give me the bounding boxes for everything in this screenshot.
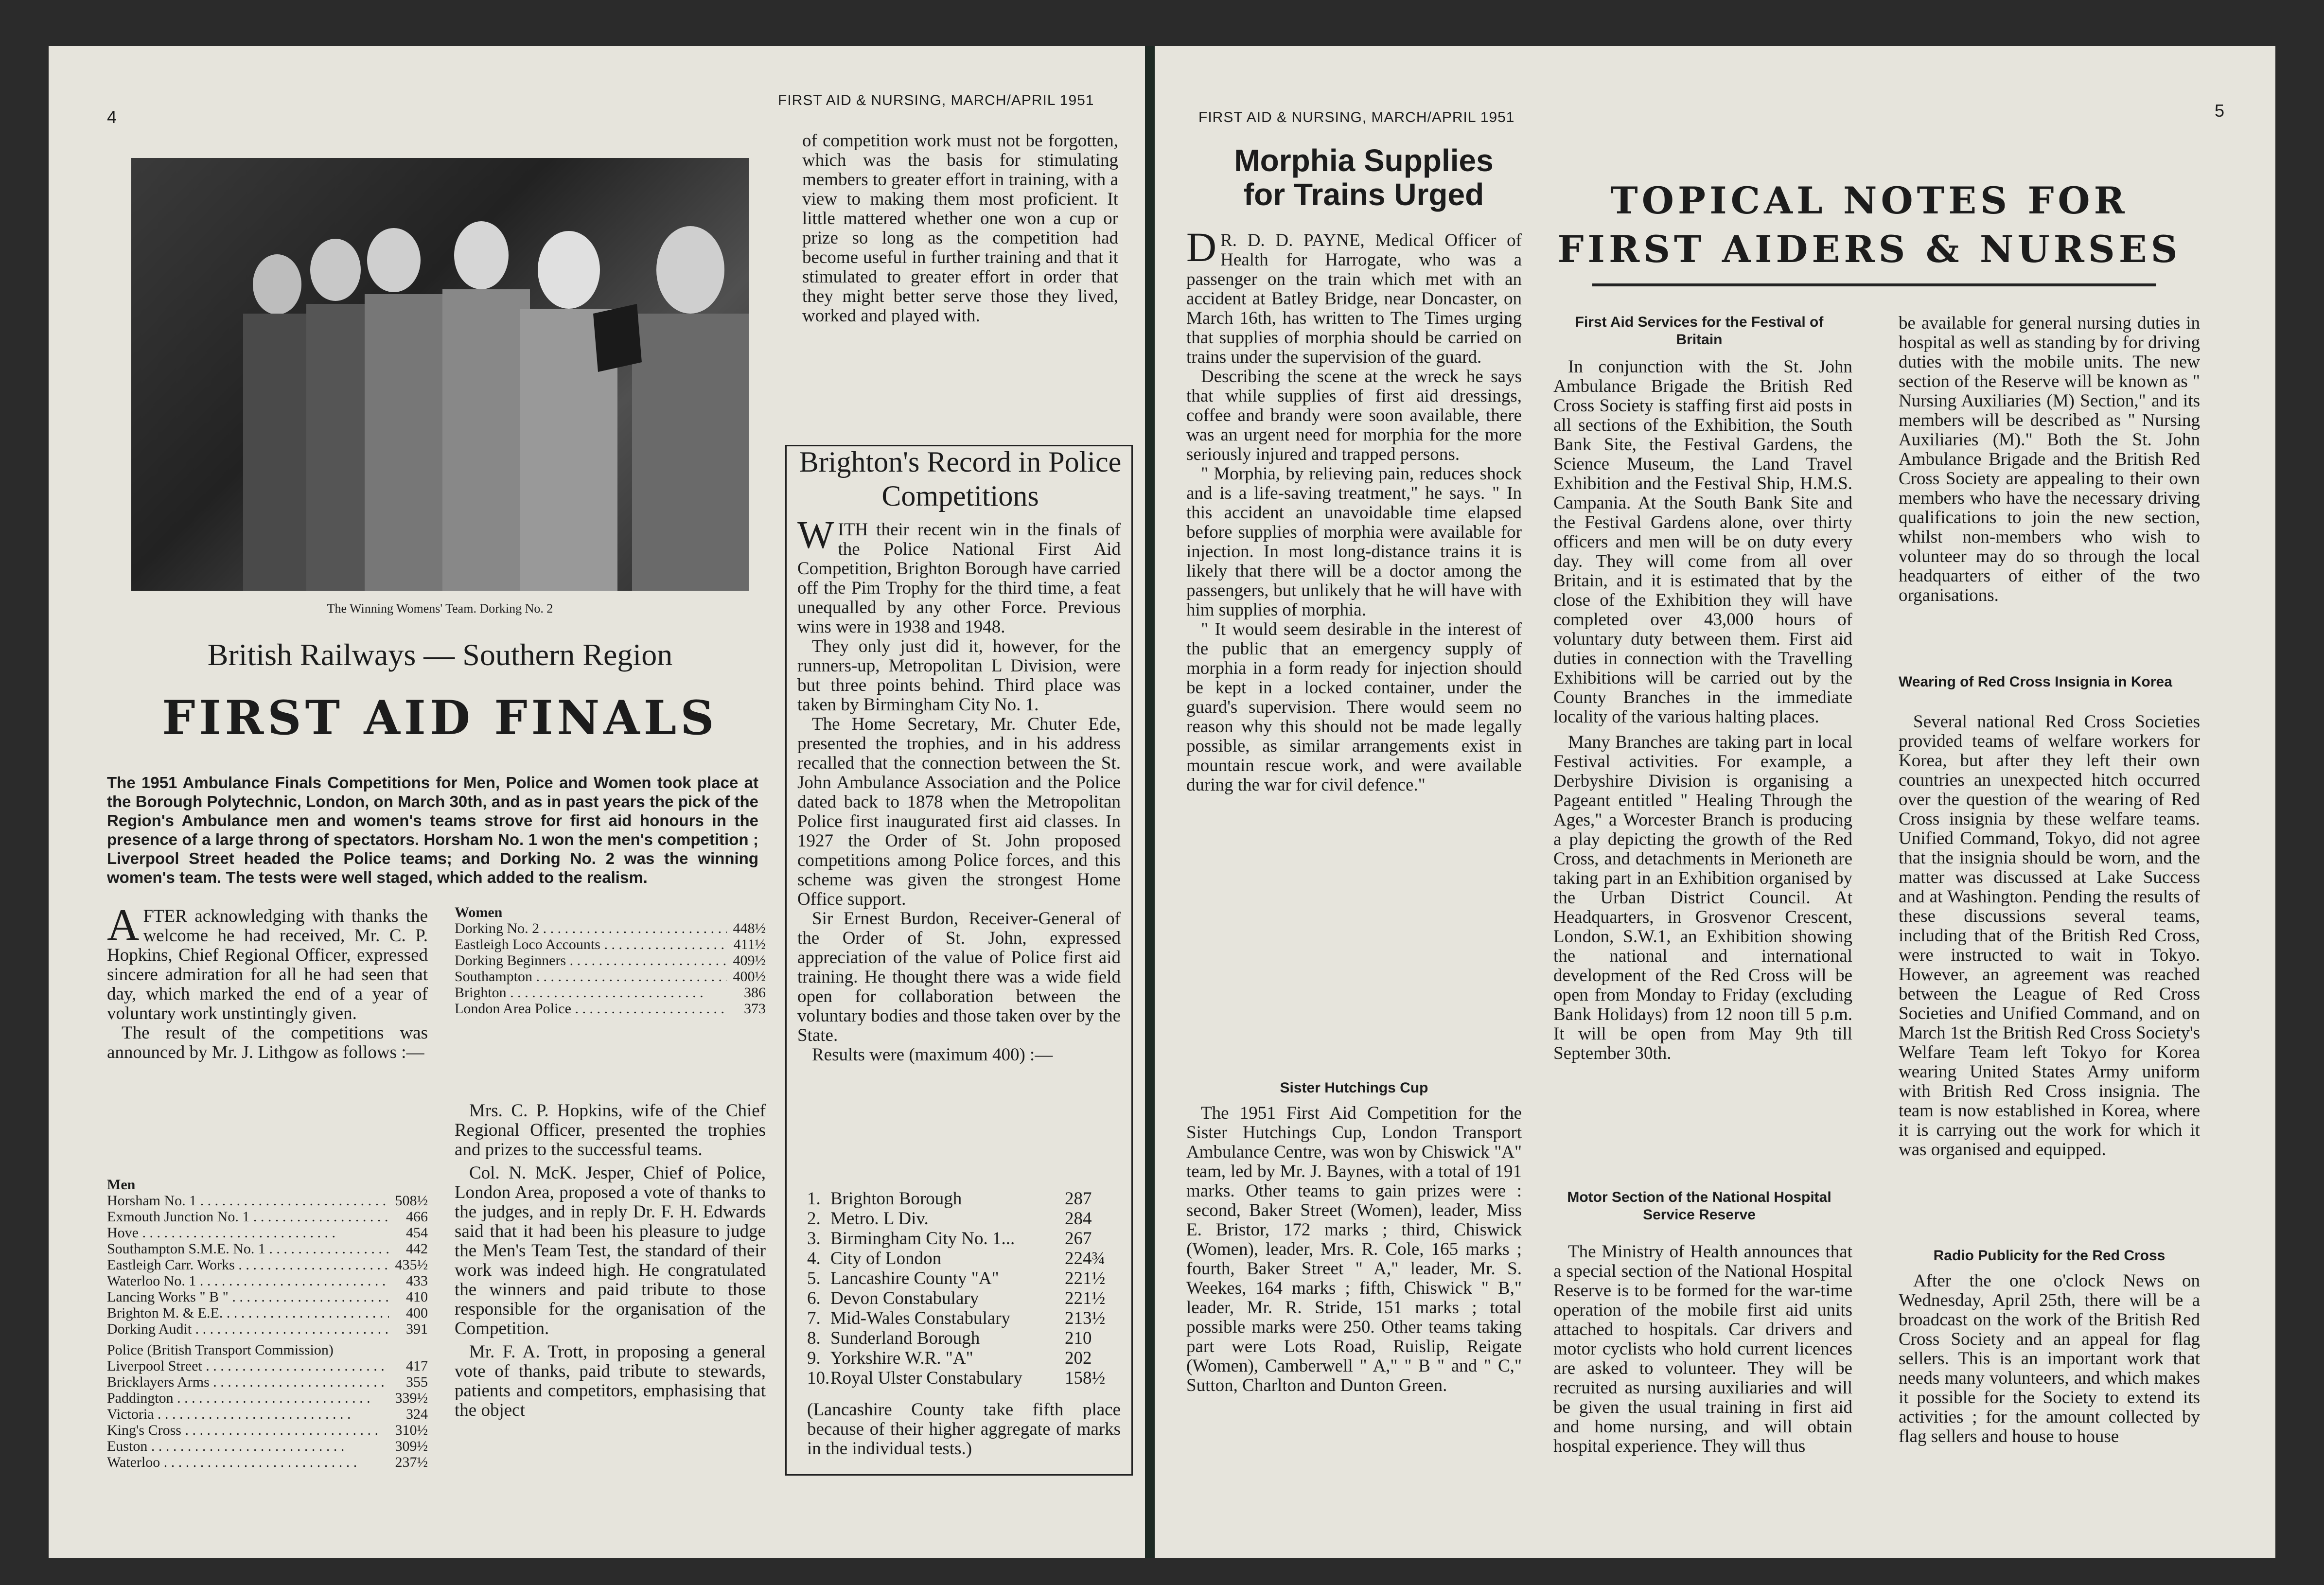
- table-row: Brighton . . . 386: [455, 985, 766, 1001]
- photo-illustration: [131, 158, 749, 591]
- brighton-paragraph-4: Sir Ernest Burdon, Receiver-General of the Order of St. John, expressed appreciation of the value of Police first aid training. He thought there was a wide field open for collaboration between the voluntary bodies and those taken over by the State.: [797, 909, 1121, 1045]
- morphia-title: Morphia Supplies for Trains Urged: [1234, 143, 1494, 212]
- morphia-paragraph-2: Describing the scene at the wreck he says that while supplies of first aid dressings, coffee and brandy were soon available, there was an urgent need for morphia for the more seriously injured and trapped persons.: [1186, 367, 1522, 464]
- col-3-article: [1899, 314, 2200, 605]
- left-page: [49, 46, 1145, 1558]
- sister-hutchings-heading: Sister Hutchings Cup: [1280, 1080, 1428, 1096]
- korea-heading: Wearing of Red Cross Insignia in Korea: [1899, 674, 2172, 690]
- table-row: Hove . . . 454: [107, 1225, 428, 1241]
- list-item: 1. Brighton Borough 287: [807, 1189, 1092, 1209]
- morphia-article: [1186, 224, 1522, 795]
- running-head: FIRST AID & NURSING, MARCH/APRIL 1951: [1198, 109, 1515, 125]
- radio-paragraph-1: After the one o'clock News on Wednesday, April 25th, there will be a broadcast on the work of the British Red Cross Society and an appeal for flag sellers. This is an important work that needs many volunteers, and which makes it possible for the Society to extend its activities ; for the amount collected by flag sellers and house to house: [1899, 1271, 2200, 1446]
- radio-article: [1899, 1271, 2200, 1446]
- motor-section-article: [1553, 1242, 1852, 1456]
- radio-heading: Radio Publicity for the Red Cross: [1933, 1248, 2166, 1264]
- table-row: Dorking Beginners . . . 409½: [455, 952, 766, 969]
- drop-cap: D: [1186, 224, 1217, 270]
- table-row: Lancing Works " B " . . . 410: [107, 1289, 428, 1305]
- list-item: 4. City of London 224¾: [807, 1249, 1106, 1268]
- headline: FIRST AID FINALS: [162, 690, 718, 745]
- list-item: 8. Sunderland Borough 210: [807, 1328, 1092, 1348]
- table-row: Waterloo No. 1 . . . 433: [107, 1273, 428, 1289]
- drop-cap: W: [797, 514, 834, 557]
- list-item: 2. Metro. L Div. 284: [807, 1209, 1092, 1229]
- brighton-paragraph-3: The Home Secretary, Mr. Chuter Ede, presented the trophies, and in his address recalled that the connection between the St. John Ambulance Association and the Police dated back to 1878 when the Metropolitan Police first inaugurated first aid classes. In 1927 the Order of St. John proposed competitions among Police forces, and this scheme was given the strongest Home Office support.: [797, 714, 1121, 909]
- table-row: Dorking Audit . . . 391: [107, 1321, 428, 1337]
- binding-gutter: [1145, 46, 1155, 1558]
- table-row: Southampton S.M.E. No. 1 . . . 442: [107, 1241, 428, 1257]
- men-heading: Men: [107, 1177, 136, 1193]
- table-row: Bricklayers Arms . . . 355: [107, 1374, 428, 1390]
- col2-paragraph-3: Mr. F. A. Trott, in proposing a general vote of thanks, paid tribute to stewards, patients and competitors, emphasising that the object: [455, 1342, 766, 1420]
- running-head: FIRST AID & NURSING, MARCH/APRIL 1951: [778, 92, 1094, 108]
- table-row: Waterloo . . . 237½: [107, 1454, 428, 1470]
- table-row: King's Cross . . . 310½: [107, 1422, 428, 1438]
- brighton-title: Brighton's Record in Police Competitions: [799, 446, 1122, 512]
- list-item: 10. Royal Ulster Constabulary 158½: [807, 1368, 1106, 1388]
- table-row: Eastleigh Loco Accounts . . . 411½: [455, 936, 766, 952]
- police-results-list: [807, 1189, 1118, 1388]
- table-row: Exmouth Junction No. 1 . . . 466: [107, 1209, 428, 1225]
- continuation-paragraph: be available for general nursing duties in hospital as well as standing by for driving duties with the mobile units. The new section of the Reserve will be known as " Nursing Auxiliaries (M) Section," and its members will be described as " Nursing Auxiliaries (M)." Both the St. John Ambulance Brigade and the British Red Cross Society are appealing to their own members who have the necessary driving qualifications to join the new section, whilst non-members who wish to volunteer may do so through the local headquarters of either of the two organisations.: [1899, 313, 2200, 605]
- women-results: [455, 904, 766, 1017]
- brighton-paragraph-1: ITH their recent win in the finals of the Police National First Aid Competition, Brighton Borough have carried off the Pim Trophy for the third time, a feat unequalled by any other Force. Previous wins were in 1938 and 1948.: [797, 520, 1121, 637]
- motor-section-heading: Motor Section of the National Hospital Service Reserve: [1567, 1189, 1831, 1223]
- photo-caption: The Winning Womens' Team. Dorking No. 2: [327, 601, 553, 616]
- results-note: (Lancashire County take fifth place because of their higher aggregate of marks in the individual tests.): [807, 1400, 1121, 1459]
- rule-divider: [1592, 283, 2156, 286]
- topical-title-line-2: FIRST AIDERS & NURSES: [1557, 228, 2182, 271]
- festival-paragraph-1: In conjunction with the St. John Ambulance Brigade the British Red Cross Society is staffing first aid posts in all sections of the Exhibition, the South Bank Site, the Festival Gardens, the Science Museum, the Land Travel Exhibition and the Festival Ship, H.M.S. Campania. At the South Bank Site and the Festival Gardens alone, over thirty officers and men will be on duty every day. They will come from all over Britain, and it is estimated that by the close of the Exhibition they will have completed over 43,000 hours of voluntary duty between them. First aid duties in connection with the Travelling Exhibitions will be carried out by the County Branches in the immediate locality of the various halting places.: [1553, 357, 1852, 727]
- table-row: Brighton M. & E.E. . . . 400: [107, 1305, 428, 1321]
- col2-paragraph-2: Col. N. McK. Jesper, Chief of Police, London Area, proposed a vote of thanks to the judges, and in reply Dr. F. H. Edwards said that it had been his pleasure to judge the Men's Team Test, the standard of their work was indeed high. He congratulated the winners and paid tribute to those responsible for the organisation of the Competition.: [455, 1163, 766, 1338]
- col3-continuation: of competition work must not be forgotten, which was the basis for stimulating members to greater effort in training, with a view to making them most proficient. It little mattered whether one won a cup or prize so long as the competition had become useful in further training and that it stimulated to greater effort in order that they might better serve those they lived, worked and played with.: [802, 131, 1118, 326]
- table-row: Victoria . . . 324: [107, 1406, 428, 1422]
- list-item: 6. Devon Constabulary 221½: [807, 1288, 1106, 1308]
- table-row: Euston . . . 309½: [107, 1438, 428, 1454]
- list-item: 3. Birmingham City No. 1... 267: [807, 1229, 1092, 1249]
- col1-paragraph-1: FTER acknowledging with thanks the welcome he had received, Mr. C. P. Hopkins, Chief Regional Officer, expressed sincere admiration for all he had seen that day, which marked the end of a year of voluntary work unstintingly given.: [107, 906, 428, 1023]
- festival-paragraph-2: Many Branches are taking part in local Festival activities. For example, a Derbyshire Division is organising a Pageant entitled " Healing Through the Ages," a Worcester Branch is producing a play depicting the growth of the Red Cross, and detachments in Merioneth are taking part in an Exhibition organised by the Urban District Council. At Headquarters, in Grosvenor Crescent, London, S.W.1, an Exhibition showing the national and international development of the Red Cross will be open from Monday to Friday (excluding Bank Holidays) from 12 noon till 5 p.m. It will be open from May 9th till September 30th.: [1553, 732, 1852, 1063]
- table-row: London Area Police . . . 373: [455, 1001, 766, 1017]
- col1-paragraph-2: The result of the competitions was announced by Mr. J. Lithgow as follows :—: [107, 1023, 428, 1062]
- table-row: Horsham No. 1 . . . 508½: [107, 1193, 428, 1209]
- list-item: 5. Lancashire County "A" 221½: [807, 1268, 1106, 1288]
- morphia-paragraph-1: R. D. D. PAYNE, Medical Officer of Health for Harrogate, who was a passenger on the train which met with an accident at Batley Bridge, near Doncaster, on March 16th, has written to The Times urging that supplies of morphia should be carried on trains under the supervision of the guard.: [1186, 230, 1522, 367]
- morphia-paragraph-3: " Morphia, by relieving pain, reduces shock and is a life-saving treatment," he says. " In this accident an unavoidable time elapsed before supplies of morphia were available for injection. In most long-distance trains it is likely that there will be a doctor among the passengers, but unlikely that he will have with him supplies of morphia.: [1186, 464, 1522, 620]
- morphia-paragraph-4: " It would seem desirable in the interest of the public that an emergency supply of morphia in a form ready for injection should be kept in a locked container, under the guard's supervision. There would seem no reason why this should not be made legally possible, as similar arrangements exist in mountain rescue work, and were available during the war for civil defence.": [1186, 619, 1522, 795]
- motor-paragraph-1: The Ministry of Health announces that a special section of the National Hospital Reserve is to be formed for the war-time operation of the mobile first aid units attached to hospitals. Car drivers and motor cyclists who hold current licences are asked to volunteer. They will be recruited as nursing auxiliaries and will be given the usual training in first aid and home nursing, and will obtain hospital experience. They will thus: [1553, 1242, 1852, 1456]
- festival-heading: First Aid Services for the Festival of Britain: [1575, 314, 1824, 348]
- table-row: Paddington . . . 339½: [107, 1390, 428, 1406]
- police-heading: Police (British Transport Commission): [107, 1342, 334, 1358]
- festival-article: [1553, 357, 1852, 1063]
- col2-paragraph-1: Mrs. C. P. Hopkins, wife of the Chief Regional Officer, presented the trophies and prizes to the successful teams.: [455, 1101, 766, 1160]
- kicker: British Railways — Southern Region: [207, 637, 673, 672]
- intro-paragraph: The 1951 Ambulance Finals Competitions for Men, Police and Women took place at the Borough Polytechnic, London, on March 30th, and as in past years the pick of the Region's Ambulance men and women's teams strove for first aid honours in the presence of a large throng of spectators. Horsham No. 1 won the men's competition ; Liverpool Street headed the Police teams; and Dorking No. 2 was the winning women's team. The tests were well staged, which added to the realism.: [107, 774, 758, 886]
- results-intro: Results were (maximum 400) :—: [812, 1045, 1053, 1065]
- brighton-paragraph-2: They only just did it, however, for the runners-up, Metropolitan L Division, were but three points behind. Third place was taken by Birmingham City No. 1.: [797, 636, 1121, 715]
- article-col-1: [107, 900, 428, 1062]
- korea-paragraph-1: Several national Red Cross Societies provided teams of welfare workers for Korea, but after they left their own countries an unexpected hitch occurred over the question of the wearing of Red Cross insignia by these welfare teams. Unified Command, Tokyo, did not agree that the insignia should be worn, and the matter was discussed at Lake Success and at Washington. Pending the results of these discussions several teams, including that of the British Red Cross, were instructed to wait in Tokyo. However, an agreement was reached between the League of Red Cross Societies and Unified Command, and on March 1st the British Red Cross Society's Welfare Team left Tokyo for Korea wearing United States Army uniform with British Red Cross insignia. The team is now established in Korea, where it is carrying out the work for which it was organised and equipped.: [1899, 712, 2200, 1160]
- table-row: Dorking No. 2 . . . 448½: [455, 920, 766, 936]
- team-photo: [131, 158, 749, 591]
- men-results: [107, 1177, 428, 1470]
- article-col-2: [455, 1101, 766, 1420]
- right-page: [1155, 46, 2275, 1558]
- page-number: 4: [107, 107, 117, 127]
- article-col-3: [802, 131, 1118, 326]
- table-row: Southampton . . . 400½: [455, 969, 766, 985]
- korea-article: [1899, 712, 2200, 1160]
- list-item: 7. Mid-Wales Constabulary 213½: [807, 1308, 1106, 1328]
- list-item: 9. Yorkshire W.R. "A" 202: [807, 1348, 1092, 1368]
- page-number: 5: [2215, 101, 2225, 121]
- drop-cap: A: [107, 900, 140, 950]
- sister-paragraph-1: The 1951 First Aid Competition for the Sister Hutchings Cup, London Transport Ambulance Centre, was won by Chiswick "A" team, led by Mr. J. Baynes, with a total of 191 marks. Other teams to gain prizes were : second, Baker Street (Women), leader, Miss E. Bristor, 172 marks ; third, Chiswick (Women), leader, Mrs. R. Cole, 165 marks ; fourth, Baker Street " A," leader, Mr. S. Weekes, 164 marks ; fifth, Chiswick " B," leader, Mr. R. Stride, 151 marks ; total possible marks were 250. Other teams taking part were Lots Road, Ruislip, Reigate (Women), Camberwell " A," " B " and " C," Sutton, Charlton and Dunton Green.: [1186, 1103, 1522, 1395]
- sister-hutchings-article: [1186, 1104, 1522, 1395]
- topical-title-line-1: TOPICAL NOTES FOR: [1610, 179, 2129, 222]
- brighton-article: [797, 514, 1121, 1065]
- women-heading: Women: [455, 904, 503, 920]
- table-row: Eastleigh Carr. Works . . . 435½: [107, 1257, 428, 1273]
- table-row: Liverpool Street . . . 417: [107, 1358, 428, 1374]
